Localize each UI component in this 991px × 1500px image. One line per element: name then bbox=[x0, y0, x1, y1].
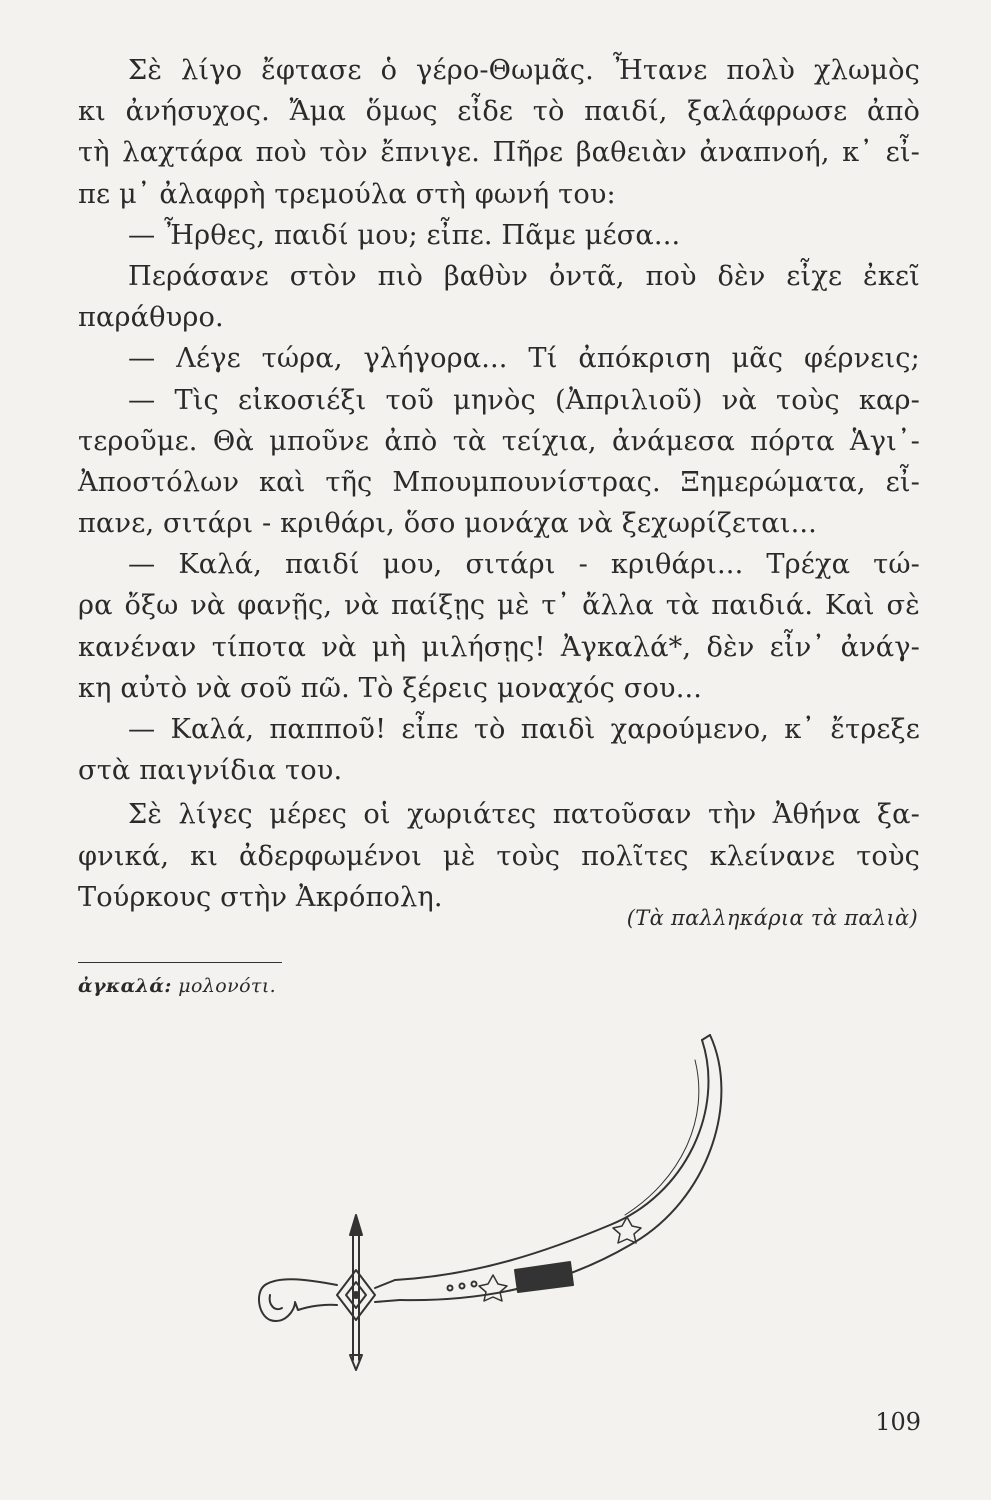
dialogue-line: — Ἦρθες, παιδί μου; εἶπε. Πᾶμε μέσα... bbox=[128, 219, 681, 251]
paragraph-line: κι ἀνήσυχος. Ἄμα ὅμως εἶδε τὸ παιδί, ξαλάφρωσε ἀπὸ bbox=[78, 96, 920, 128]
dialogue-line: στὰ παιγνίδια του. bbox=[78, 755, 343, 787]
paragraph-line: τὴ λαχτάρα ποὺ τὸν ἔπνιγε. Πῆρε βαθειὰν ἀναπνοή, κ᾽ εἶ- bbox=[78, 137, 920, 169]
dialogue-line: ρα ὄξω νὰ φανῇς, νὰ παίξῃς μὲ τ᾽ ἄλλα τὰ παιδιά. Καὶ σὲ bbox=[78, 590, 920, 622]
footnote-divider bbox=[78, 962, 282, 963]
paragraph-line: φνικά, κι ἀδερφωμένοι μὲ τοὺς πολῖτες κλείνανε τοὺς bbox=[78, 840, 920, 872]
dialogue-line: — Τὶς εἰκοσιέξι τοῦ μηνὸς (Ἀπριλιοῦ) νὰ τοὺς καρ- bbox=[128, 384, 920, 416]
source-attribution: (Τὰ παλληκάρια τὰ παλιὰ) bbox=[626, 906, 918, 930]
dialogue-line: — Λέγε τώρα, γλήγορα... Τί ἀπόκριση μᾶς φέρνεις; bbox=[128, 343, 920, 375]
footnote-term: ἀγκαλά: bbox=[78, 975, 172, 997]
dialogue-line: — Καλά, παπποῦ! εἶπε τὸ παιδὶ χαρούμενο, κ᾽ ἔτρεξε bbox=[128, 714, 920, 745]
paragraph-line: Σὲ λίγο ἔφτασε ὁ γέρο-Θωμᾶς. Ἦτανε πολὺ χλωμὸς bbox=[128, 55, 920, 86]
paragraph-line: Τούρκους στὴν Ἀκρόπολη. bbox=[78, 881, 443, 913]
paragraph-line: Περάσανε στὸν πιὸ βαθὺν ὀντᾶ, ποὺ δὲν εἶχε ἐκεῖ bbox=[128, 260, 920, 292]
dialogue-line: κανέναν τίποτα νὰ μὴ μιλήσῃς! Ἀγκαλά*, δὲν εἶν᾽ ἀνάγ- bbox=[78, 631, 920, 663]
footnote bbox=[78, 975, 276, 997]
dialogue-line: τεροῦμε. Θὰ μποῦνε ἀπὸ τὰ τείχια, ἀνάμεσα πόρτα Ἁγι᾽- bbox=[78, 425, 920, 457]
paragraph-line: παράθυρο. bbox=[78, 302, 224, 334]
dialogue-line: πανε, σιτάρι - κριθάρι, ὅσο μονάχα νὰ ξεχωρίζεται... bbox=[78, 508, 817, 540]
page-number: 109 bbox=[875, 1408, 921, 1436]
paragraph-line: Σὲ λίγες μέρες οἱ χωριάτες πατοῦσαν τὴν Ἀθήνα ξα- bbox=[128, 799, 920, 831]
paragraph-line: πε μ᾽ ἀλαφρὴ τρεμούλα στὴ φωνή του: bbox=[78, 178, 616, 210]
dialogue-line: Ἀποστόλων καὶ τῆς Μπουμπουνίστρας. Ξημερώματα, εἶ- bbox=[78, 466, 920, 498]
dialogue-line: κη αὐτὸ νὰ σοῦ πῶ. Τὸ ξέρεις μοναχός σου... bbox=[78, 672, 703, 704]
curved-sword-icon bbox=[240, 1030, 740, 1390]
story-text bbox=[78, 50, 920, 918]
dialogue-line: — Καλά, παιδί μου, σιτάρι - κριθάρι... Τρέχα τώ- bbox=[128, 549, 920, 581]
footnote-definition: μολονότι. bbox=[178, 975, 277, 997]
